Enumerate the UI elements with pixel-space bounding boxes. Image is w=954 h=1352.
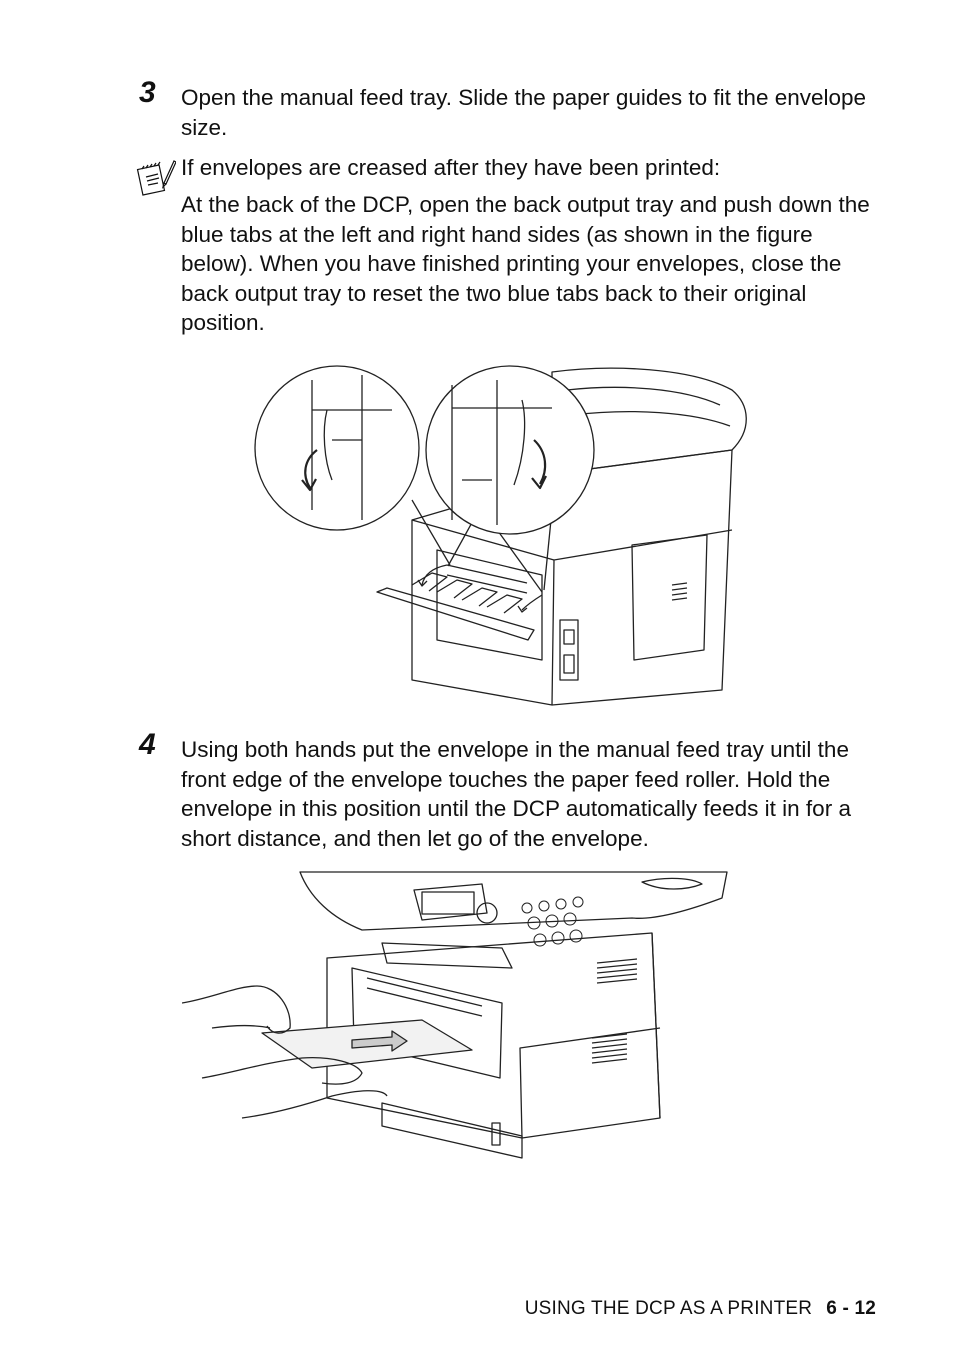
note-body: At the back of the DCP, open the back output tray and push down the blue tabs at the left and right hand sides (as shown in the figure below). When you have finished printing your envelopes, close the back output tray to reset the two blue tabs back to their original position. <box>181 192 870 335</box>
envelope-manual-feed-illustration <box>182 868 732 1164</box>
step-text: Open the manual feed tray. Slide the paper guides to fit the envelope size. <box>181 85 867 140</box>
step-number: 4 <box>139 728 156 761</box>
note-pad-icon <box>136 157 176 197</box>
printer-back-output-tray-illustration <box>252 360 752 722</box>
step-text: Using both hands put the envelope in the manual feed tray until the front edge of the envelope touches the paper feed roller. Hold the envelope in this position until the DCP automatically feeds it in for a short distance, and then let go of the envelope. <box>181 737 851 851</box>
footer-section: USING THE DCP AS A PRINTER <box>524 1298 813 1319</box>
step-number: 3 <box>139 76 156 109</box>
note-heading: If envelopes are creased after they have been printed: <box>181 155 721 180</box>
page-number: 6 - 12 <box>826 1298 876 1319</box>
page-footer <box>525 1298 876 1320</box>
